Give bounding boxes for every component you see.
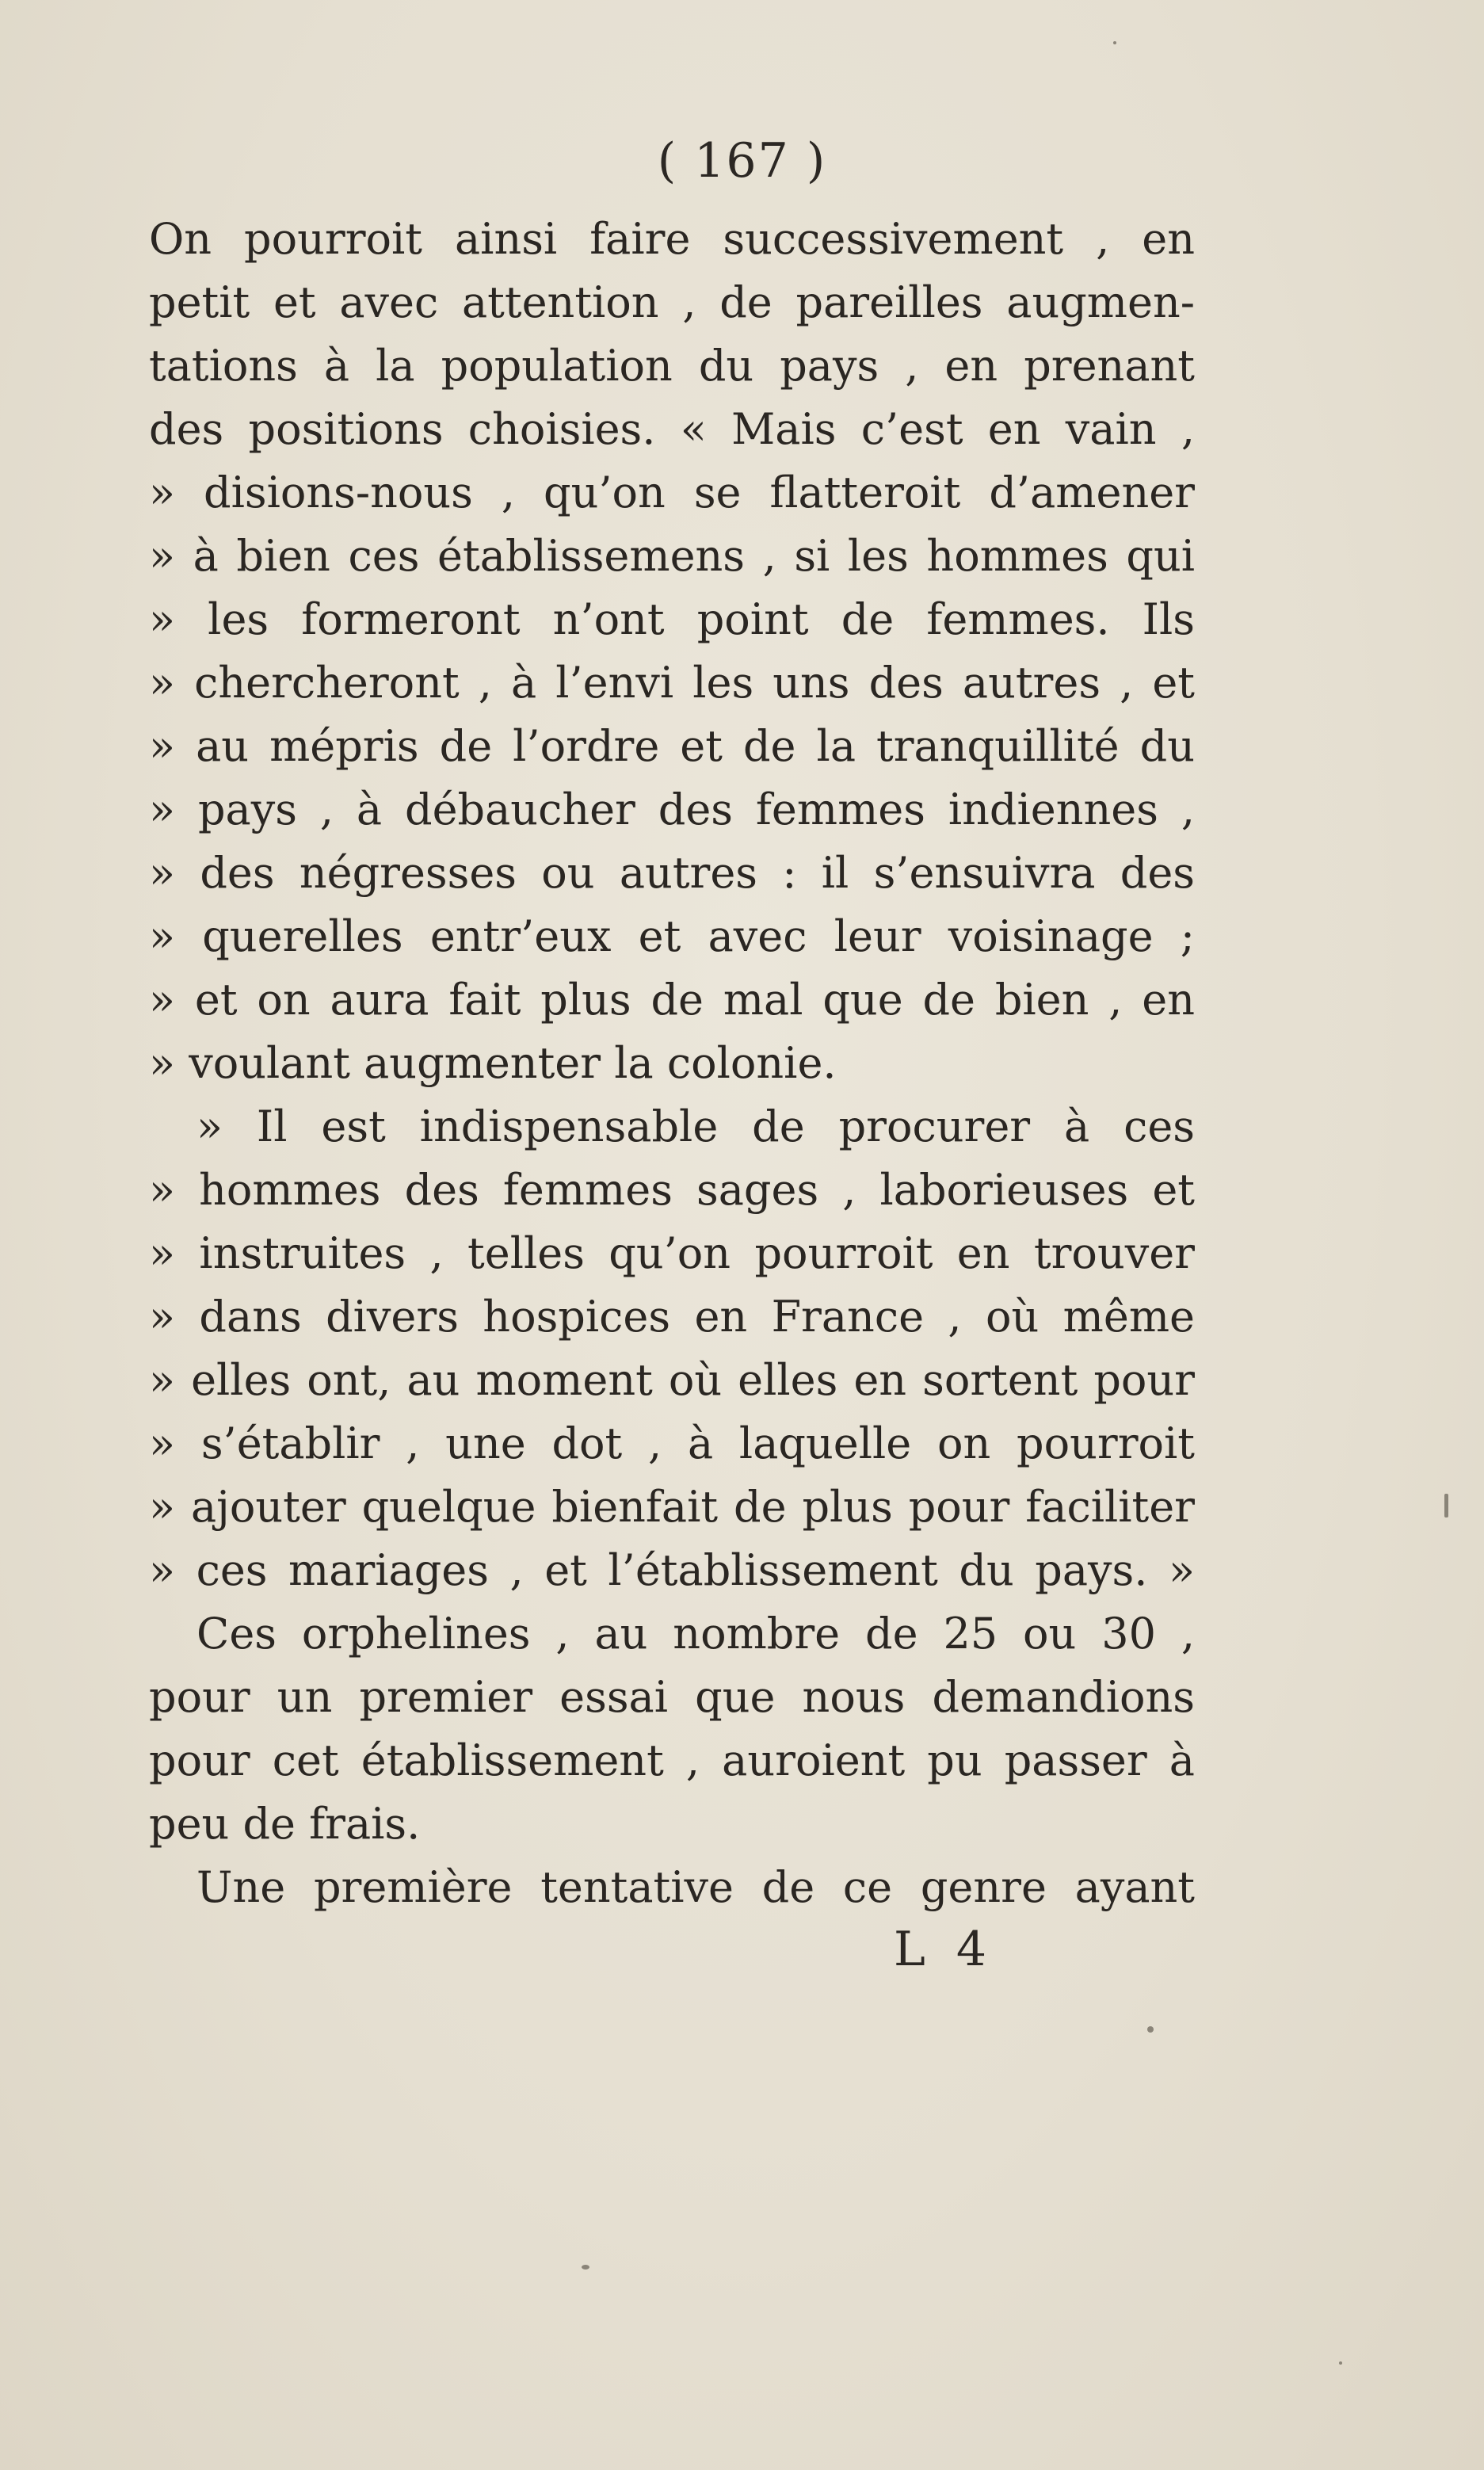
- text-line: On pourroit ainsi faire successivement , en: [149, 214, 1195, 264]
- text-line: petit et avec attention , de pareilles augmen-: [149, 277, 1195, 327]
- signature-mark: L 4: [894, 1922, 995, 1977]
- text-line: pour cet établissement , auroient pu passer à: [149, 1735, 1195, 1785]
- page-number-header: ( 167 ): [657, 133, 827, 189]
- text-line: peu de frais.: [149, 1799, 421, 1849]
- text-line: » ces mariages , et l’établissement du pays. »: [149, 1545, 1195, 1595]
- text-line: » instruites , telles qu’on pourroit en trouver: [149, 1228, 1195, 1278]
- text-line: » et on aura fait plus de mal que de bien , en: [149, 975, 1195, 1025]
- text-line: » pays , à débaucher des femmes indiennes ,: [149, 785, 1195, 834]
- text-line: » ajouter quelque bienfait de plus pour faciliter: [149, 1482, 1195, 1532]
- text-line: pour un premier essai que nous demandions: [149, 1672, 1195, 1722]
- text-line: » des négresses ou autres : il s’ensuivra des: [149, 848, 1195, 898]
- text-line: » les formeront n’ont point de femmes. Ils: [149, 594, 1195, 644]
- text-line: » à bien ces établissemens , si les hommes qui: [149, 531, 1195, 581]
- text-line: » chercheront , à l’envi les uns des autres , et: [149, 658, 1195, 708]
- text-line: » s’établir , une dot , à laquelle on pourroit: [149, 1418, 1195, 1468]
- text-line: » dans divers hospices en France , où même: [149, 1292, 1195, 1342]
- text-line: » au mépris de l’ordre et de la tranquillité du: [149, 721, 1195, 771]
- text-line: tations à la population du pays , en prenant: [149, 341, 1195, 391]
- text-line: » querelles entr’eux et avec leur voisinage ;: [149, 911, 1195, 961]
- paper-speck: [582, 2265, 589, 2270]
- paper-speck: [1113, 41, 1116, 44]
- text-line: » disions-nous , qu’on se flatteroit d’amener: [149, 468, 1195, 517]
- text-line: Une première tentative de ce genre ayant: [196, 1862, 1195, 1912]
- text-line: » elles ont, au moment où elles en sortent pour: [149, 1355, 1195, 1405]
- paper-speck: [1339, 2361, 1342, 2365]
- text-line: Ces orphelines , au nombre de 25 ou 30 ,: [196, 1609, 1195, 1659]
- text-line: » voulant augmenter la colonie.: [149, 1038, 837, 1088]
- body-text: [149, 208, 1195, 1919]
- text-line: des positions choisies. « Mais c’est en vain ,: [149, 404, 1195, 454]
- text-line: » Il est indispensable de procurer à ces: [196, 1101, 1195, 1151]
- paper-speck: [1444, 1494, 1448, 1518]
- paper-speck: [1147, 2026, 1154, 2033]
- text-line: » hommes des femmes sages , laborieuses et: [149, 1165, 1195, 1215]
